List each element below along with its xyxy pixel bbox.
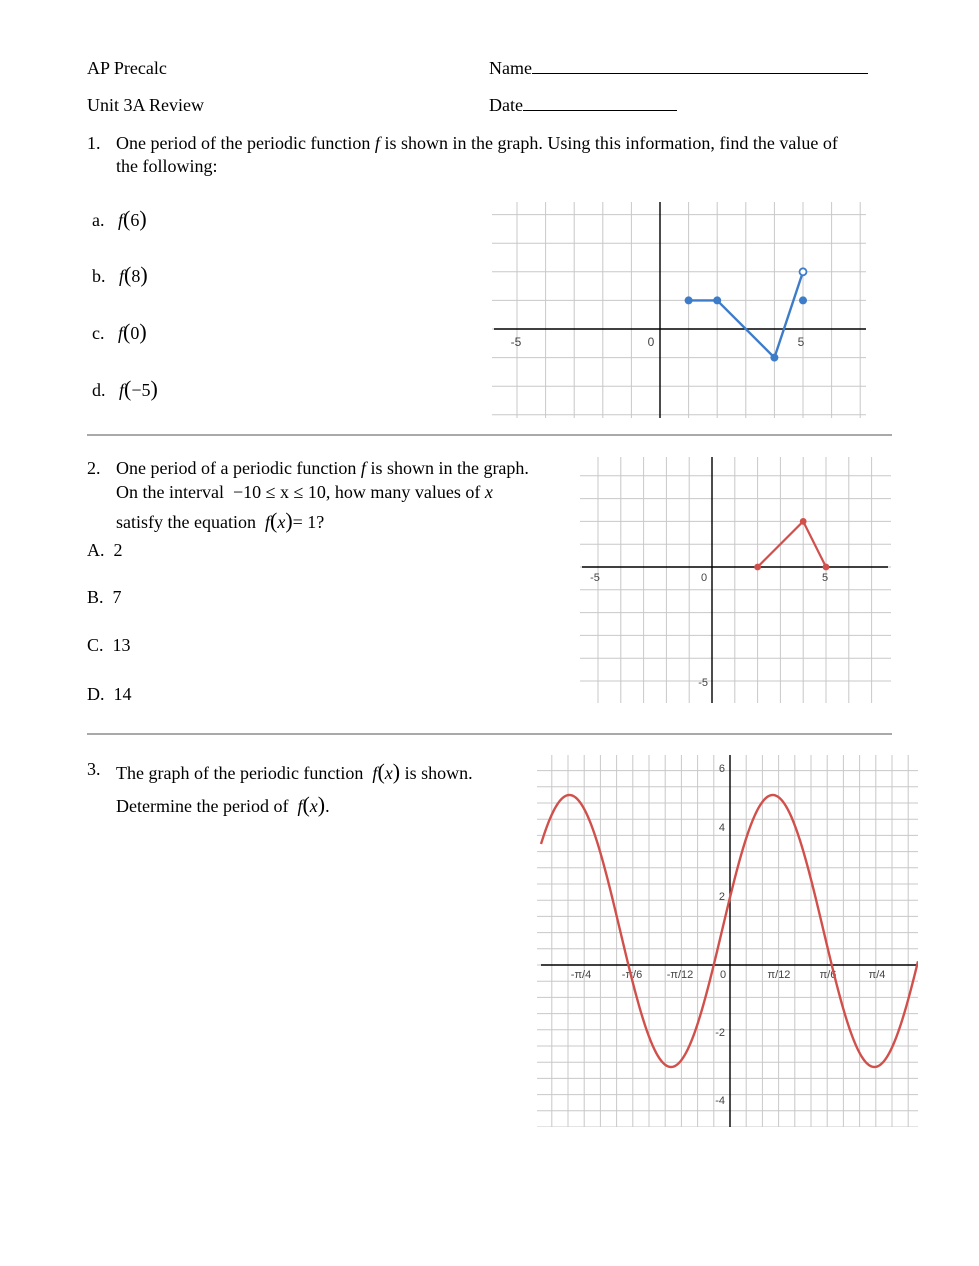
q2-graph bbox=[580, 457, 891, 703]
q3-y-tick-neg4: -4 bbox=[715, 1095, 725, 1107]
q3-y-tick-2: 2 bbox=[718, 891, 725, 903]
q2-point bbox=[800, 518, 807, 525]
name-label: Name bbox=[489, 58, 532, 78]
q2-choice-b[interactable]: B. 7 bbox=[87, 587, 122, 607]
q1-origin-label: 0 bbox=[647, 335, 655, 349]
q3-text-line2: Determine the period of f(x). bbox=[116, 792, 330, 817]
name-field[interactable] bbox=[489, 58, 868, 79]
q2-choice-c[interactable]: C. 13 bbox=[87, 635, 131, 655]
date-blank[interactable] bbox=[523, 110, 677, 111]
q3-y-tick-6: 6 bbox=[718, 763, 725, 775]
q1-grid bbox=[492, 202, 866, 418]
divider-2 bbox=[87, 733, 892, 735]
course-title: AP Precalc bbox=[87, 58, 167, 78]
q2-origin-label: 0 bbox=[700, 572, 708, 584]
q3-number: 3. bbox=[87, 759, 101, 779]
q2-x-tick-neg5: -5 bbox=[590, 572, 600, 584]
q1-graph bbox=[492, 202, 874, 418]
q2-point bbox=[754, 564, 761, 571]
q2-choice-a[interactable]: A. 2 bbox=[87, 540, 123, 560]
unit-title: Unit 3A Review bbox=[87, 95, 204, 115]
q2-number: 2. bbox=[87, 458, 101, 478]
q2-y-tick-neg5: -5 bbox=[698, 677, 708, 689]
q1-part-d: d. f(−5) bbox=[92, 376, 158, 401]
q1-part-a: a. f(6) bbox=[92, 206, 147, 231]
q3-x-tick-neg-pi-6: -π/6 bbox=[621, 969, 643, 981]
date-label: Date bbox=[489, 95, 523, 115]
q3-text-line1: The graph of the periodic function f(x) is shown. bbox=[116, 759, 473, 784]
q3-x-tick-pi-4: π/4 bbox=[868, 969, 886, 981]
name-blank[interactable] bbox=[532, 73, 868, 74]
q1-x-tick-5: 5 bbox=[797, 335, 805, 349]
q2-text-line3: satisfy the equation f(x)= 1? bbox=[116, 508, 325, 533]
q3-x-tick-neg-pi-12: -π/12 bbox=[666, 969, 694, 981]
q3-y-tick-neg2: -2 bbox=[715, 1027, 725, 1039]
q1-text-line2: the following: bbox=[116, 156, 218, 176]
q3-x-tick-neg-pi-4: -π/4 bbox=[570, 969, 592, 981]
q1-closed-point bbox=[799, 296, 807, 304]
q2-x-tick-5: 5 bbox=[821, 572, 829, 584]
q3-x-tick-pi-12: π/12 bbox=[767, 969, 791, 981]
q2-choice-d[interactable]: D. 14 bbox=[87, 684, 132, 704]
q3-grid bbox=[537, 755, 918, 1127]
q1-closed-point bbox=[713, 296, 721, 304]
q2-text-line2: On the interval −10 ≤ x ≤ 10, how many values of x bbox=[116, 482, 493, 502]
q1-open-point bbox=[800, 268, 807, 275]
date-field[interactable] bbox=[489, 95, 677, 116]
q2-text-line1: One period of a periodic function f is shown in the graph. bbox=[116, 458, 529, 478]
q3-origin-label: 0 bbox=[719, 969, 727, 981]
q3-x-tick-pi-6: π/6 bbox=[819, 969, 837, 981]
q1-part-b: b. f(8) bbox=[92, 262, 148, 287]
q3-y-tick-4: 4 bbox=[718, 822, 725, 834]
q3-graph bbox=[537, 755, 918, 1127]
q1-closed-point bbox=[685, 296, 693, 304]
q1-number: 1. bbox=[87, 133, 101, 153]
q1-x-tick-neg5: -5 bbox=[510, 335, 522, 349]
q1-part-c: c. f(0) bbox=[92, 319, 147, 344]
q1-closed-point bbox=[770, 354, 778, 362]
divider-1 bbox=[87, 434, 892, 436]
q2-grid bbox=[580, 457, 891, 703]
q2-point bbox=[823, 564, 830, 571]
q1-text-line1: One period of the periodic function f is shown in the graph. Using this information, find the value of bbox=[116, 133, 838, 153]
